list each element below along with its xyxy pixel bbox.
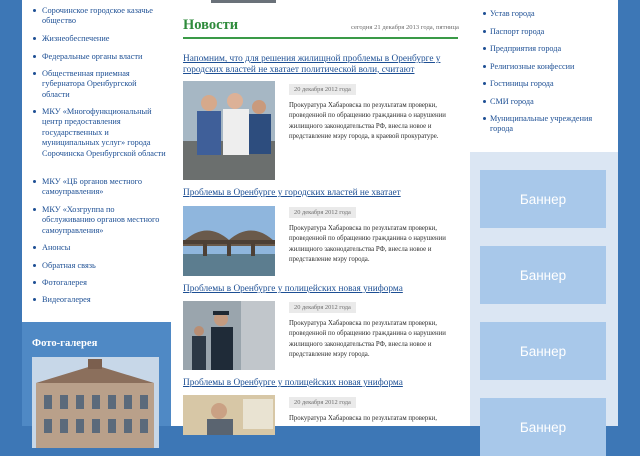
left-nav-label: МКУ «Многофункциональный центр предоставления государственных и муниципальных услуг» города Сорочинска Оренбургской области [42, 107, 166, 158]
right-nav-item-municipal-institutions[interactable] [480, 114, 615, 134]
bullet-icon [33, 246, 36, 249]
right-column [470, 0, 618, 435]
bridge-photo-icon [183, 206, 275, 276]
bullet-icon [33, 264, 36, 267]
left-nav-item-governor-reception[interactable] [30, 69, 166, 100]
left-nav-item-cossack-society[interactable] [30, 6, 166, 27]
left-nav-label: МКУ «Хозгруппа по обслуживанию органов местного самоуправления» [42, 205, 160, 235]
left-nav-item-life-support[interactable] [30, 34, 166, 44]
news-headline-link[interactable]: Проблемы в Оренбурге у полицейских новая униформа [183, 378, 403, 388]
banner-area [470, 152, 618, 435]
news-section-title: Новости [183, 17, 239, 33]
left-nav-item-announcements[interactable] [30, 243, 166, 253]
news-summary: Прокуратура Хабаровска по результатам проверки, проведенной по обращению гражданина о нарушении жилищного законодательства РФ, внесла новое и представление мэру города, в краевой прокуратуре. [289, 102, 446, 140]
bullet-icon [33, 55, 36, 58]
photo-gallery-title: Фото-галерея [32, 338, 98, 349]
left-nav-label: МКУ «ЦБ органов местного самоуправления» [42, 177, 143, 197]
photo-gallery-block [22, 322, 171, 426]
right-nav-label: СМИ города [490, 97, 534, 106]
left-column [22, 0, 171, 426]
left-nav-label: Жизнеобеспечение [42, 34, 110, 43]
left-nav-item-mfc[interactable] [30, 107, 166, 159]
officials-photo-icon [183, 81, 275, 180]
right-nav-label: Гостиницы города [490, 79, 554, 88]
banner[interactable]: Баннер [480, 398, 606, 456]
bullet-icon [483, 82, 486, 85]
main-content [171, 0, 470, 426]
news-thumbnail[interactable] [183, 206, 275, 276]
right-nav-label: Паспорт города [490, 27, 545, 36]
left-nav-item-videogallery[interactable] [30, 295, 166, 305]
bullet-icon [483, 100, 486, 103]
right-nav-item-charter[interactable] [480, 9, 615, 19]
left-nav-item-cb-mku[interactable] [30, 177, 166, 198]
bullet-icon [33, 208, 36, 211]
left-nav-item-feedback[interactable] [30, 261, 166, 271]
top-image-strip [211, 0, 276, 3]
right-navigation [470, 0, 618, 152]
news-date-badge: 20 декабря 2012 года [289, 302, 356, 313]
bullet-icon [33, 281, 36, 284]
bullet-icon [33, 9, 36, 12]
left-nav-item-federal-authorities[interactable] [30, 52, 166, 62]
left-nav-label: Обратная связь [42, 261, 96, 270]
bullet-icon [483, 47, 486, 50]
bullet-icon [483, 30, 486, 33]
left-nav-item-hozgruppa[interactable] [30, 205, 166, 236]
meeting-photo-icon [183, 395, 275, 435]
news-thumbnail[interactable] [183, 81, 275, 180]
right-nav-label: Устав города [490, 9, 535, 18]
news-date-badge: 20 декабря 2012 года [289, 207, 356, 218]
left-nav-label: Сорочинское городское казачье общество [42, 6, 153, 26]
photo-gallery-image[interactable] [32, 357, 159, 448]
news-summary: Прокуратура Хабаровска по результатам проверки, проведенной по обращению гражданина о нарушении жилищного законодательства РФ, внесла новое и представление мэру города. [289, 225, 446, 263]
news-date-badge: 20 декабря 2012 года [289, 84, 356, 95]
left-nav-label: Федеральные органы власти [42, 52, 143, 61]
news-thumbnail[interactable] [183, 301, 275, 370]
banner[interactable]: Баннер [480, 246, 606, 304]
left-nav-item-photogallery[interactable] [30, 278, 166, 288]
right-nav-label: Предприятия города [490, 44, 562, 53]
right-nav-label: Муниципальные учреждения города [490, 114, 593, 134]
bullet-icon [483, 12, 486, 15]
right-nav-item-religions[interactable] [480, 62, 615, 72]
right-nav-item-media[interactable] [480, 97, 615, 107]
bullet-icon [33, 37, 36, 40]
bullet-icon [33, 72, 36, 75]
news-thumbnail[interactable] [183, 395, 275, 435]
bullet-icon [33, 180, 36, 183]
banner[interactable]: Баннер [480, 170, 606, 228]
news-headline-link[interactable]: Напомним, что для решения жилищной проблемы в Оренбурге у городских властей не хватает политической воли, считают [183, 54, 441, 75]
news-summary: Прокуратура Хабаровска по результатам проверки, [289, 415, 437, 422]
building-photo-icon [32, 357, 159, 448]
left-nav-label: Общественная приемная губернатора Оренбургской области [42, 69, 137, 99]
police-photo-icon [183, 301, 275, 370]
banner[interactable]: Баннер [480, 322, 606, 380]
right-nav-label: Религиозные конфессии [490, 62, 575, 71]
right-nav-item-passport[interactable] [480, 27, 615, 37]
bullet-icon [33, 110, 36, 113]
left-navigation [22, 0, 171, 322]
news-headline-link[interactable]: Проблемы в Оренбурге у городских властей не хватает [183, 188, 401, 198]
left-nav-label: Видеогалерея [42, 295, 91, 304]
news-date-badge: 20 декабря 2012 года [289, 397, 356, 408]
news-title-divider [183, 37, 458, 39]
news-summary: Прокуратура Хабаровска по результатам проверки, проведенной по обращению гражданина о нарушении жилищного законодательства РФ, внесла новое и представление мэру города. [289, 320, 446, 358]
left-nav-label: Анонсы [42, 243, 71, 252]
bullet-icon [483, 117, 486, 120]
current-date: сегодня 21 декабря 2013 года, пятница [350, 24, 459, 31]
left-nav-label: Фотогалерея [42, 278, 87, 287]
news-headline-link[interactable]: Проблемы в Оренбурге у полицейских новая униформа [183, 284, 403, 294]
right-nav-item-hotels[interactable] [480, 79, 615, 89]
bullet-icon [483, 65, 486, 68]
right-nav-item-enterprises[interactable] [480, 44, 615, 54]
bullet-icon [33, 298, 36, 301]
